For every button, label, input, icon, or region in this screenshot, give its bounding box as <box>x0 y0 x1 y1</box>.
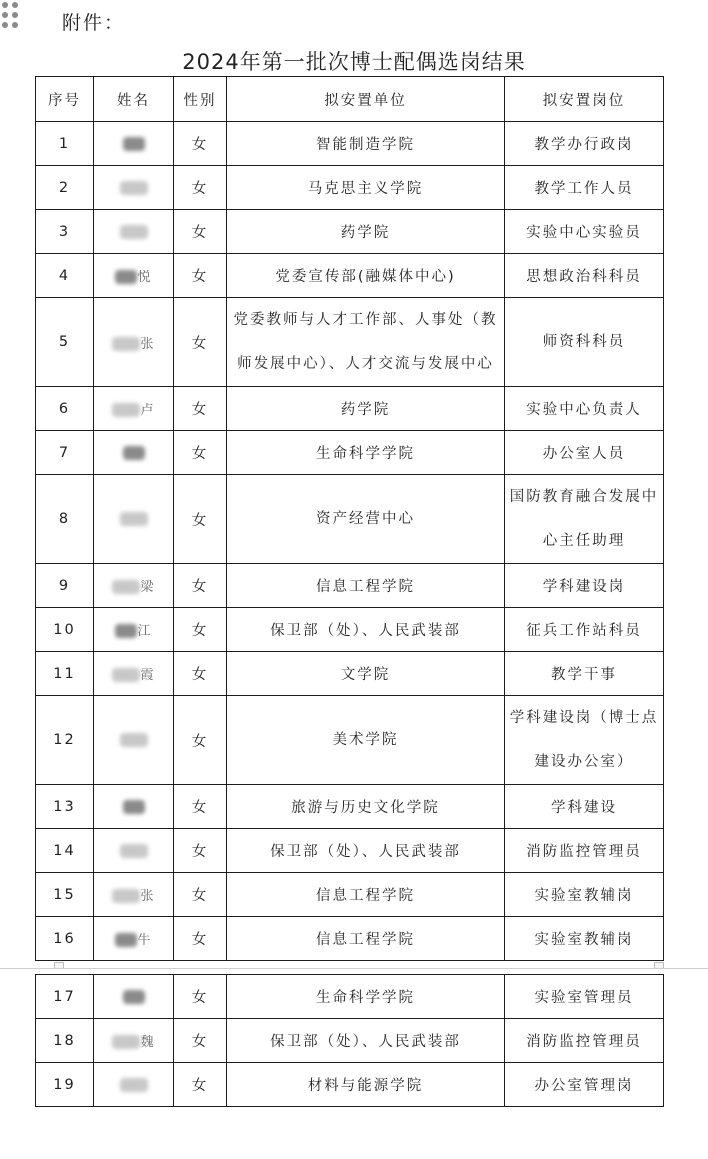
row-unit-cell: 信息工程学院 <box>227 873 505 917</box>
row-unit-cell: 药学院 <box>227 210 505 254</box>
column-header-gender: 性别 <box>174 77 227 122</box>
row-gender-cell: 女 <box>174 475 227 564</box>
redacted-name-blur <box>112 668 140 682</box>
row-gender-cell: 女 <box>174 608 227 652</box>
row-name-cell <box>94 431 174 475</box>
document-title: 2024年第一批次博士配偶选岗结果 <box>182 50 526 74</box>
row-gender-cell: 女 <box>174 696 227 785</box>
redacted-name-blur <box>112 580 140 594</box>
row-name-cell <box>94 975 174 1019</box>
row-name-cell <box>94 122 174 166</box>
row-post-cell: 教学干事 <box>505 652 664 696</box>
row-post-cell: 教学办行政岗 <box>505 122 664 166</box>
row-gender-cell: 女 <box>174 785 227 829</box>
row-gender-cell: 女 <box>174 652 227 696</box>
attachment-label: 附件： <box>62 12 126 34</box>
redacted-name-blur <box>120 733 148 747</box>
table-row <box>36 210 664 254</box>
row-number-cell: 3 <box>36 210 94 254</box>
row-gender-cell: 女 <box>174 917 227 961</box>
table-header-row <box>36 77 664 122</box>
redacted-name-blur <box>112 1035 140 1049</box>
row-number-cell: 17 <box>36 975 94 1019</box>
column-header-no: 序号 <box>36 77 94 122</box>
row-post-cell: 消防监控管理员 <box>505 829 664 873</box>
row-gender-cell: 女 <box>174 1063 227 1107</box>
row-name-cell <box>94 608 174 652</box>
row-unit-cell: 保卫部（处）、人民武装部 <box>227 1019 505 1063</box>
row-number-cell: 4 <box>36 254 94 298</box>
partial-name-text: 张 <box>140 336 155 352</box>
row-post-cell: 办公室人员 <box>505 431 664 475</box>
table-row <box>36 387 664 431</box>
row-post-cell: 实验中心负责人 <box>505 387 664 431</box>
redacted-name-blur <box>120 225 148 239</box>
row-post-cell: 实验室教辅岗 <box>505 873 664 917</box>
row-number-cell: 14 <box>36 829 94 873</box>
row-name-cell <box>94 829 174 873</box>
row-gender-cell: 女 <box>174 387 227 431</box>
redacted-name-blur <box>120 512 148 526</box>
row-unit-cell: 材料与能源学院 <box>227 1063 505 1107</box>
column-header-unit: 拟安置单位 <box>227 77 505 122</box>
row-gender-cell: 女 <box>174 210 227 254</box>
row-unit-cell: 保卫部（处）、人民武装部 <box>227 608 505 652</box>
row-unit-cell: 药学院 <box>227 387 505 431</box>
redacted-name-blur <box>123 800 145 814</box>
row-number-cell: 2 <box>36 166 94 210</box>
row-name-cell <box>94 475 174 564</box>
table-row <box>36 1063 664 1107</box>
row-number-cell: 1 <box>36 122 94 166</box>
table-row <box>36 917 664 961</box>
redacted-name-blur <box>120 181 148 195</box>
table-row <box>36 873 664 917</box>
row-unit-cell: 文学院 <box>227 652 505 696</box>
row-name-cell <box>94 564 174 608</box>
row-name-cell <box>94 696 174 785</box>
row-gender-cell: 女 <box>174 254 227 298</box>
row-unit-cell: 生命科学学院 <box>227 431 505 475</box>
table-row <box>36 166 664 210</box>
table-row <box>36 608 664 652</box>
row-unit-cell: 智能制造学院 <box>227 122 505 166</box>
table-row <box>36 475 664 564</box>
row-post-cell: 教学工作人员 <box>505 166 664 210</box>
table-row <box>36 652 664 696</box>
row-name-cell <box>94 298 174 387</box>
row-unit-cell: 马克思主义学院 <box>227 166 505 210</box>
row-post-cell: 思想政治科科员 <box>505 254 664 298</box>
redacted-name-blur <box>115 624 137 638</box>
redacted-name-blur <box>115 270 137 284</box>
row-post-cell: 学科建设岗 <box>505 564 664 608</box>
row-name-cell <box>94 652 174 696</box>
partial-name-text: 江 <box>137 624 152 639</box>
table-row <box>36 122 664 166</box>
column-header-name: 姓名 <box>94 77 174 122</box>
row-number-cell: 9 <box>36 564 94 608</box>
partial-name-text: 魏 <box>140 1035 155 1050</box>
row-unit-cell: 保卫部（处）、人民武装部 <box>227 829 505 873</box>
row-name-cell <box>94 387 174 431</box>
row-post-cell: 征兵工作站科员 <box>505 608 664 652</box>
redacted-name-blur <box>120 1078 148 1092</box>
row-name-cell <box>94 785 174 829</box>
row-name-cell <box>94 210 174 254</box>
row-gender-cell: 女 <box>174 122 227 166</box>
row-number-cell: 7 <box>36 431 94 475</box>
row-name-cell <box>94 1019 174 1063</box>
row-unit-cell: 信息工程学院 <box>227 917 505 961</box>
partial-name-text: 悦 <box>137 270 152 285</box>
row-post-cell: 师资科科员 <box>505 298 664 387</box>
row-gender-cell: 女 <box>174 431 227 475</box>
row-gender-cell: 女 <box>174 873 227 917</box>
drag-handle-icon[interactable] <box>2 2 20 32</box>
row-number-cell: 12 <box>36 696 94 785</box>
table-row <box>36 785 664 829</box>
redacted-name-blur <box>112 403 140 417</box>
row-unit-cell: 党委宣传部(融媒体中心) <box>227 254 505 298</box>
table-row <box>36 1019 664 1063</box>
partial-name-text: 卢 <box>140 403 155 418</box>
row-number-cell: 8 <box>36 475 94 564</box>
row-gender-cell: 女 <box>174 564 227 608</box>
row-unit-cell: 美术学院 <box>227 696 505 785</box>
row-post-cell: 学科建设 <box>505 785 664 829</box>
row-post-cell: 消防监控管理员 <box>505 1019 664 1063</box>
partial-name-text: 梁 <box>140 580 155 595</box>
row-unit-cell: 旅游与历史文化学院 <box>227 785 505 829</box>
row-number-cell: 19 <box>36 1063 94 1107</box>
partial-name-text: 牛 <box>137 933 152 948</box>
row-name-cell <box>94 917 174 961</box>
partial-name-text: 张 <box>140 889 155 904</box>
table-row <box>36 431 664 475</box>
redacted-name-blur <box>115 933 137 947</box>
row-post-cell: 实验中心实验员 <box>505 210 664 254</box>
row-number-cell: 18 <box>36 1019 94 1063</box>
redacted-name-blur <box>123 990 145 1004</box>
redacted-name-blur <box>112 337 140 351</box>
redacted-name-blur <box>123 137 145 151</box>
row-post-cell: 实验室教辅岗 <box>505 917 664 961</box>
results-table-continued <box>35 974 664 1107</box>
row-gender-cell: 女 <box>174 298 227 387</box>
row-name-cell <box>94 166 174 210</box>
table-row <box>36 829 664 873</box>
table-row <box>36 975 664 1019</box>
row-number-cell: 5 <box>36 298 94 387</box>
row-unit-cell: 资产经营中心 <box>227 475 505 564</box>
row-unit-cell: 党委教师与人才工作部、人事处（教师发展中心）、人才交流与发展中心 <box>227 298 505 387</box>
table-row <box>36 564 664 608</box>
row-post-cell: 学科建设岗（博士点建设办公室） <box>505 696 664 785</box>
table-row <box>36 298 664 387</box>
row-number-cell: 13 <box>36 785 94 829</box>
redacted-name-blur <box>112 889 140 903</box>
row-gender-cell: 女 <box>174 975 227 1019</box>
row-gender-cell: 女 <box>174 166 227 210</box>
row-number-cell: 10 <box>36 608 94 652</box>
row-number-cell: 15 <box>36 873 94 917</box>
row-name-cell <box>94 873 174 917</box>
results-table <box>35 76 664 961</box>
partial-name-text: 霞 <box>140 668 155 683</box>
column-header-post: 拟安置岗位 <box>505 77 664 122</box>
row-number-cell: 6 <box>36 387 94 431</box>
row-number-cell: 11 <box>36 652 94 696</box>
table-row <box>36 696 664 785</box>
row-post-cell: 办公室管理岗 <box>505 1063 664 1107</box>
row-post-cell: 实验室管理员 <box>505 975 664 1019</box>
row-gender-cell: 女 <box>174 829 227 873</box>
row-unit-cell: 生命科学学院 <box>227 975 505 1019</box>
row-name-cell <box>94 1063 174 1107</box>
row-unit-cell: 信息工程学院 <box>227 564 505 608</box>
table-row <box>36 254 664 298</box>
redacted-name-blur <box>123 446 145 460</box>
row-gender-cell: 女 <box>174 1019 227 1063</box>
row-post-cell: 国防教育融合发展中心主任助理 <box>505 475 664 564</box>
row-number-cell: 16 <box>36 917 94 961</box>
redacted-name-blur <box>120 844 148 858</box>
row-name-cell <box>94 254 174 298</box>
